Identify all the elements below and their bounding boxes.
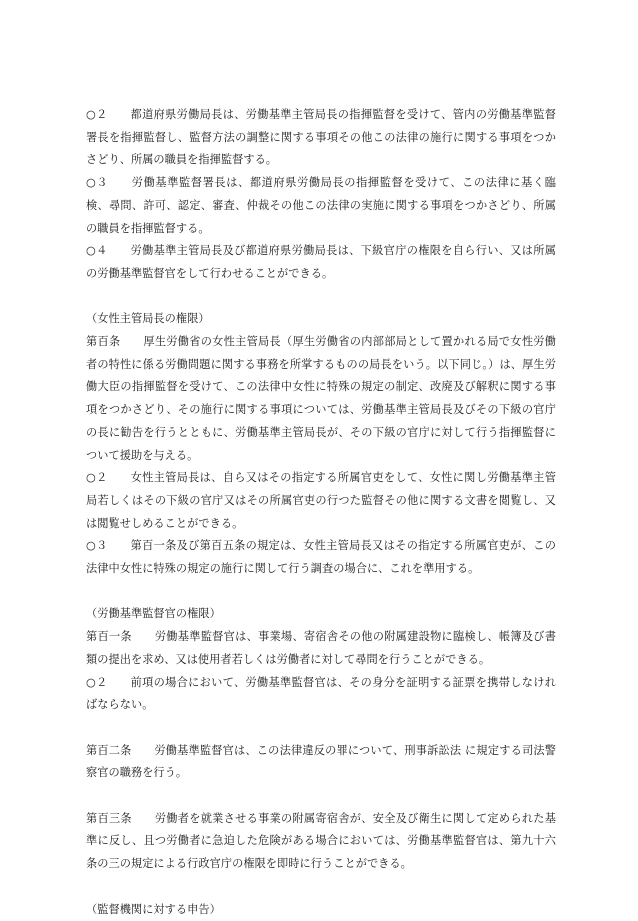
blank-line	[86, 785, 556, 808]
paragraph-art99-3-4: ○４ 労働基準主管局長及び都道府県労働局長は、下級官庁の権限を自ら行い、又は所属の労働基準監督官をして行わせることができる。	[86, 244, 556, 280]
blank-line	[86, 286, 556, 309]
section-heading-women-bureau: （女性主管局長の権限）	[86, 312, 210, 326]
paragraph-art99-3-3: ○３ 労働基準監督署長は、都道府県労働局長の指揮監督を受けて、この法律に基く臨検、尋問、許可、認定、審査、仲裁その他この法律の実施に関する事項をつかさどり、所属の職員を指揮監督する。	[86, 176, 556, 235]
section-heading-inspector-authority: （労働基準監督官の権限）	[86, 607, 221, 621]
paragraph-art102: 第百二条 労働基準監督官は、この法律違反の罪について、刑事訴訟法 に規定する司法警察官の職務を行う。	[86, 743, 556, 780]
paragraph-art99-3-2: ○２ 都道府県労働局長は、労働基準主管局長の指揮監督を受けて、管内の労働基準監督署長を指揮監督し、監督方法の調整に関する事項その他この法律の施行に関する事項をつかさどり、所属の職員を指揮監督する。	[86, 108, 556, 167]
paragraph-art101-2: ○２ 前項の場合において、労働基準監督官は、その身分を証明する証票を携帯しなければならない。	[86, 675, 556, 712]
paragraph-art103: 第百三条 労働者を就業させる事業の附属寄宿舎が、安全及び衛生に関して定められた基準に反し、且つ労働者に急迫した危険がある場合においては、労働基準監督官は、第九十六条の三の規定による行政官庁の権限を即時に行うことができる。	[86, 811, 556, 871]
document-page	[86, 104, 556, 921]
section-heading-complaints: （監督機関に対する申告）	[86, 902, 221, 916]
blank-line	[86, 581, 556, 604]
paragraph-art100-2: ○２ 女性主管局長は、自ら又はその指定する所属官吏をして、女性に関し労働基準主管局若しくはその下級の官庁又はその所属官吏の行つた監督その他に関する文書を閲覧し、又は閲覧せしめることができる。	[86, 471, 556, 530]
blank-line	[86, 717, 556, 740]
blank-line	[86, 876, 556, 899]
paragraph-art101: 第百一条 労働基準監督官は、事業場、寄宿舎その他の附属建設物に臨検し、帳簿及び書類の提出を求め、又は使用者若しくは労働者に対して尋問を行うことができる。	[86, 630, 556, 666]
paragraph-art100: 第百条 厚生労働省の女性主管局長（厚生労働省の内部部局として置かれる局で女性労働者の特性に係る労働問題に関する事務を所掌するものの局長をいう。以下同じ。）は、厚生労働大臣の指揮監督を受けて、この法律中女性に特殊の規定の制定、改廃及び解釈に関する事項をつかさどり、その施行に関する事項については、労働基準主管局長及びその下級の官庁の長に勧告を行うとともに、労働基準主管局長が、その下級の官庁に対して行う指揮監督について援助を与える。	[86, 335, 556, 462]
paragraph-art100-3: ○３ 第百一条及び第百五条の規定は、女性主管局長又はその指定する所属官吏が、この法律中女性に特殊の規定の施行に関して行う調査の場合に、これを準用する。	[86, 539, 556, 576]
